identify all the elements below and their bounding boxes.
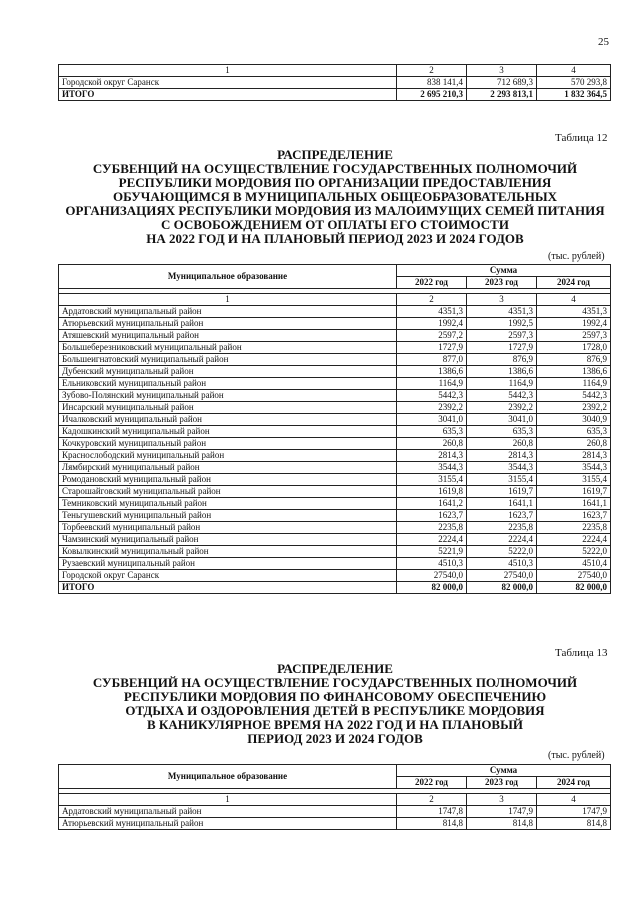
value-2022: 1641,2: [397, 498, 467, 510]
municipality-name: Ковылкинский муниципальный район: [59, 546, 397, 558]
value-2023: 1727,9: [467, 342, 537, 354]
value-2022: 1747,8: [397, 806, 467, 818]
value-2022: 1727,9: [397, 342, 467, 354]
column-number-row: [59, 294, 611, 306]
table-row: [59, 438, 611, 450]
total-row: [59, 582, 611, 594]
table-row: [59, 462, 611, 474]
table-12: [58, 264, 611, 594]
value-2024: 876,9: [537, 354, 611, 366]
value-2022: 4351,3: [397, 306, 467, 318]
value-2022: 877,0: [397, 354, 467, 366]
value-2022: 3155,4: [397, 474, 467, 486]
value-2024: 1728,0: [537, 342, 611, 354]
page-number: 25: [598, 36, 609, 48]
column-number: 4: [537, 294, 611, 306]
value-2024: 1623,7: [537, 510, 611, 522]
table-13-title: [60, 662, 610, 746]
value-2023: 3041,0: [467, 414, 537, 426]
table-row: [59, 486, 611, 498]
title-line: В КАНИКУЛЯРНОЕ ВРЕМЯ НА 2022 ГОД И НА ПЛАНОВЫЙ: [147, 717, 523, 732]
table-row: [59, 450, 611, 462]
table-12-units: (тыс. рублей): [548, 251, 605, 262]
municipality-name: Темниковский муниципальный район: [59, 498, 397, 510]
table-row: [59, 806, 611, 818]
total-2024: 82 000,0: [537, 582, 611, 594]
table-row: [59, 318, 611, 330]
table-row: [59, 414, 611, 426]
total-label: ИТОГО: [59, 89, 397, 101]
value-2022: 2392,2: [397, 402, 467, 414]
value-2023: 4510,3: [467, 558, 537, 570]
value-2023: 1747,9: [467, 806, 537, 818]
value-2022: 5442,3: [397, 390, 467, 402]
value-2024: 4351,3: [537, 306, 611, 318]
value-2024: 1386,6: [537, 366, 611, 378]
value-2022: 5221,9: [397, 546, 467, 558]
header-municipality: Муниципальное образование: [59, 265, 397, 289]
value-2024: 27540,0: [537, 570, 611, 582]
header-year-2022: 2022 год: [397, 777, 467, 789]
header-municipality: Муниципальное образование: [59, 765, 397, 789]
value-2023: 4351,3: [467, 306, 537, 318]
column-number: 3: [467, 65, 537, 77]
value-2023: 1386,6: [467, 366, 537, 378]
table-row: [59, 390, 611, 402]
table-row: [59, 402, 611, 414]
municipality-name: Торбеевский муниципальный район: [59, 522, 397, 534]
header-year-2023: 2023 год: [467, 777, 537, 789]
column-number: 3: [467, 794, 537, 806]
table-row: [59, 522, 611, 534]
value-2022: 2235,8: [397, 522, 467, 534]
municipality-name: Большеберезниковский муниципальный район: [59, 342, 397, 354]
municipality-name: Дубенский муниципальный район: [59, 366, 397, 378]
value-2024: 1992,4: [537, 318, 611, 330]
header-sum: Сумма: [397, 765, 611, 777]
value-2023: 3544,3: [467, 462, 537, 474]
value-2024: 5442,3: [537, 390, 611, 402]
value-2024: 2814,3: [537, 450, 611, 462]
title-line: ПЕРИОД 2023 И 2024 ГОДОВ: [247, 731, 423, 746]
value-2023: 635,3: [467, 426, 537, 438]
total-2023: 82 000,0: [467, 582, 537, 594]
value-2024: 4510,4: [537, 558, 611, 570]
value-2023: 2224,4: [467, 534, 537, 546]
value-2024: 3040,9: [537, 414, 611, 426]
value-2022: 260,8: [397, 438, 467, 450]
total-2023: 2 293 813,1: [467, 89, 537, 101]
municipality-name: Теньгушевский муниципальный район: [59, 510, 397, 522]
value-2022: 2597,2: [397, 330, 467, 342]
total-row: [59, 89, 611, 101]
value-2023: 1619,7: [467, 486, 537, 498]
value-2022: 1619,8: [397, 486, 467, 498]
municipality-name: Кадошкинский муниципальный район: [59, 426, 397, 438]
municipality-name: Старошайговский муниципальный район: [59, 486, 397, 498]
value-2022: 1623,7: [397, 510, 467, 522]
municipality-name: Ардатовский муниципальный район: [59, 306, 397, 318]
municipality-name: Атяшевский муниципальный район: [59, 330, 397, 342]
table-13: [58, 764, 611, 830]
value-2024: 635,3: [537, 426, 611, 438]
value-2022: 814,8: [397, 818, 467, 830]
value-2023: 2597,3: [467, 330, 537, 342]
table-row: [59, 818, 611, 830]
municipality-name: Чамзинский муниципальный район: [59, 534, 397, 546]
total-2022: 2 695 210,3: [397, 89, 467, 101]
value-2023: 5442,3: [467, 390, 537, 402]
table-row: [59, 558, 611, 570]
table-row: [59, 330, 611, 342]
municipality-name: Рузаевский муниципальный район: [59, 558, 397, 570]
column-number: 2: [397, 294, 467, 306]
value-2023: 712 689,3: [467, 77, 537, 89]
value-2022: 3544,3: [397, 462, 467, 474]
table-13-label: Таблица 13: [555, 647, 608, 659]
value-2022: 2814,3: [397, 450, 467, 462]
table-row: [59, 510, 611, 522]
header-year-2022: 2022 год: [397, 277, 467, 289]
value-2024: 1164,9: [537, 378, 611, 390]
municipality-name: Ардатовский муниципальный район: [59, 806, 397, 818]
value-2024: 260,8: [537, 438, 611, 450]
value-2024: 2235,8: [537, 522, 611, 534]
title-line: СУБВЕНЦИЙ НА ОСУЩЕСТВЛЕНИЕ ГОСУДАРСТВЕННЫХ ПОЛНОМОЧИЙ: [92, 161, 578, 176]
top-continuation-table: [58, 64, 611, 101]
value-2024: 2392,2: [537, 402, 611, 414]
table-row: [59, 354, 611, 366]
table-row: [59, 77, 611, 89]
value-2023: 2392,2: [467, 402, 537, 414]
municipality-name: Ромодановский муниципальный район: [59, 474, 397, 486]
table-row: [59, 426, 611, 438]
column-number: 4: [537, 65, 611, 77]
value-2023: 1164,9: [467, 378, 537, 390]
column-number: 1: [59, 794, 397, 806]
title-line: ОРГАНИЗАЦИЯХ РЕСПУБЛИКИ МОРДОВИЯ ИЗ МАЛОИМУЩИХ СЕМЕЙ ПИТАНИЯ: [65, 203, 605, 218]
header-year-2023: 2023 год: [467, 277, 537, 289]
municipality-name: Лямбирский муниципальный район: [59, 462, 397, 474]
title-line: СУБВЕНЦИЙ НА ОСУЩЕСТВЛЕНИЕ ГОСУДАРСТВЕННЫХ ПОЛНОМОЧИЙ: [92, 675, 578, 690]
value-2023: 1992,5: [467, 318, 537, 330]
table-12-title: [60, 148, 610, 246]
value-2022: 1992,4: [397, 318, 467, 330]
value-2023: 2235,8: [467, 522, 537, 534]
value-2024: 5222,0: [537, 546, 611, 558]
title-line: РАСПРЕДЕЛЕНИЕ: [277, 661, 393, 676]
column-number-row: [59, 794, 611, 806]
value-2022: 635,3: [397, 426, 467, 438]
value-2022: 4510,3: [397, 558, 467, 570]
total-label: ИТОГО: [59, 582, 397, 594]
header-sum: Сумма: [397, 265, 611, 277]
municipality-name: Большеигнатовский муниципальный район: [59, 354, 397, 366]
header-year-2024: 2024 год: [537, 277, 611, 289]
column-number: 2: [397, 65, 467, 77]
value-2023: 1623,7: [467, 510, 537, 522]
value-2022: 1386,6: [397, 366, 467, 378]
value-2024: 814,8: [537, 818, 611, 830]
header-year-2024: 2024 год: [537, 777, 611, 789]
municipality-name: Ичалковский муниципальный район: [59, 414, 397, 426]
municipality-name: Кочкуровский муниципальный район: [59, 438, 397, 450]
title-line: ОТДЫХА И ОЗДОРОВЛЕНИЯ ДЕТЕЙ В РЕСПУБЛИКЕ МОРДОВИЯ: [125, 703, 545, 718]
title-line: РАСПРЕДЕЛЕНИЕ: [277, 147, 393, 162]
value-2023: 5222,0: [467, 546, 537, 558]
municipality-name: Атюрьевский муниципальный район: [59, 318, 397, 330]
table-row: [59, 534, 611, 546]
table-row: [59, 546, 611, 558]
column-number-row: [59, 65, 611, 77]
title-line: ОБУЧАЮЩИМСЯ В МУНИЦИПАЛЬНЫХ ОБЩЕОБРАЗОВАТЕЛЬНЫХ: [112, 189, 557, 204]
municipality-name: Ельниковский муниципальный район: [59, 378, 397, 390]
column-number: 2: [397, 794, 467, 806]
total-2024: 1 832 364,5: [537, 89, 611, 101]
value-2024: 3544,3: [537, 462, 611, 474]
value-2022: 2224,4: [397, 534, 467, 546]
value-2024: 1619,7: [537, 486, 611, 498]
value-2024: 570 293,8: [537, 77, 611, 89]
title-line: НА 2022 ГОД И НА ПЛАНОВЫЙ ПЕРИОД 2023 И 2024 ГОДОВ: [146, 231, 524, 246]
municipality-name: Городской округ Саранск: [59, 570, 397, 582]
value-2023: 27540,0: [467, 570, 537, 582]
table-12-label: Таблица 12: [555, 132, 608, 144]
value-2022: 838 141,4: [397, 77, 467, 89]
value-2024: 1747,9: [537, 806, 611, 818]
value-2023: 3155,4: [467, 474, 537, 486]
column-number: 4: [537, 794, 611, 806]
municipality-name: Краснослободский муниципальный район: [59, 450, 397, 462]
value-2022: 27540,0: [397, 570, 467, 582]
table-row: [59, 498, 611, 510]
value-2022: 1164,9: [397, 378, 467, 390]
value-2024: 3155,4: [537, 474, 611, 486]
value-2023: 260,8: [467, 438, 537, 450]
value-2024: 2597,3: [537, 330, 611, 342]
table-row: [59, 378, 611, 390]
value-2023: 814,8: [467, 818, 537, 830]
title-line: РЕСПУБЛИКИ МОРДОВИЯ ПО ФИНАНСОВОМУ ОБЕСПЕЧЕНИЮ: [123, 689, 547, 704]
value-2022: 3041,0: [397, 414, 467, 426]
municipality-name: Атюрьевский муниципальный район: [59, 818, 397, 830]
table-row: [59, 306, 611, 318]
title-line: РЕСПУБЛИКИ МОРДОВИЯ ПО ОРГАНИЗАЦИИ ПРЕДОСТАВЛЕНИЯ: [118, 175, 552, 190]
value-2023: 876,9: [467, 354, 537, 366]
value-2023: 1641,1: [467, 498, 537, 510]
municipality-name: Инсарский муниципальный район: [59, 402, 397, 414]
value-2024: 2224,4: [537, 534, 611, 546]
municipality-name: Городской округ Саранск: [59, 77, 397, 89]
table-row: [59, 570, 611, 582]
title-line: С ОСВОБОЖДЕНИЕМ ОТ ОПЛАТЫ ЕГО СТОИМОСТИ: [161, 217, 509, 232]
value-2023: 2814,3: [467, 450, 537, 462]
value-2024: 1641,1: [537, 498, 611, 510]
column-number: 1: [59, 294, 397, 306]
column-number: 3: [467, 294, 537, 306]
table-13-units: (тыс. рублей): [548, 750, 605, 761]
total-2022: 82 000,0: [397, 582, 467, 594]
table-row: [59, 366, 611, 378]
table-row: [59, 474, 611, 486]
municipality-name: Зубово-Полянский муниципальный район: [59, 390, 397, 402]
table-row: [59, 342, 611, 354]
column-number: 1: [59, 65, 397, 77]
